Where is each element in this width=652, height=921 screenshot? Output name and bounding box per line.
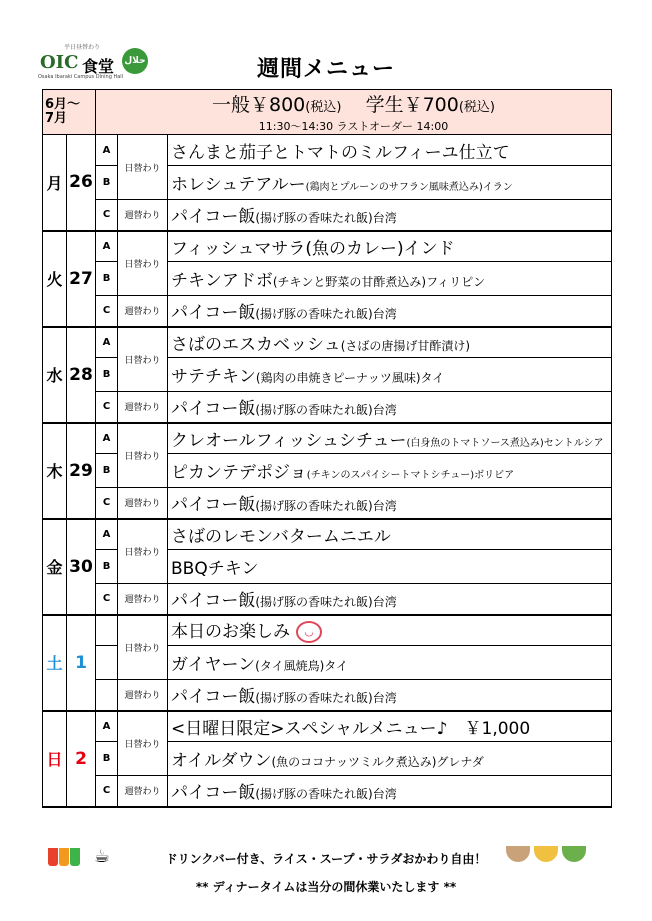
dish-description: (魚のココナッツミルク煮込み)グレナダ: [271, 755, 484, 769]
weekly-label: 週替わり: [118, 488, 168, 519]
logo-subtext: 平日昼替わり: [64, 44, 101, 51]
option-letter: A: [96, 135, 118, 166]
option-letter: C: [96, 200, 118, 231]
menu-row: [43, 488, 612, 519]
dish-description: (鶏肉の串焼きピーナッツ風味)タイ: [255, 371, 445, 385]
dish-name: [168, 296, 612, 327]
option-letter: [96, 646, 118, 680]
dish-main: パイコー飯: [171, 495, 256, 516]
dinner-closed-notice: ** ディナータイムは当分の間休業いたします **: [195, 880, 457, 894]
dish-name: [168, 262, 612, 296]
smiley-icon: ◡: [296, 621, 322, 643]
price-header: 一般￥800(税込) 学生￥700(税込) 11:30～14:30 ラストオーダー 14:00: [96, 90, 612, 135]
dish-description: (チキンのスパイシートマトシチュー)ボリビア: [306, 470, 515, 481]
dish-name: [168, 615, 612, 646]
weekly-label: 週替わり: [118, 200, 168, 231]
dish-name: [168, 584, 612, 615]
daily-label: 日替わり: [118, 231, 168, 296]
dish-main: ガイヤーン: [171, 655, 256, 675]
halal-icon: حلال: [122, 48, 148, 74]
menu-row: [43, 711, 612, 742]
dish-name: [168, 392, 612, 423]
food-bowls-icon: [506, 846, 590, 866]
weekday-label: 日: [43, 711, 67, 807]
dish-description: (揚げ豚の香味たれ飯)台湾: [255, 691, 397, 706]
daily-label: 日替わり: [118, 327, 168, 392]
dish-main: <日曜日限定>スペシャルメニュー♪ ￥1,000: [171, 718, 531, 739]
business-hours: 11:30～14:30 ラストオーダー 14:00: [258, 120, 449, 133]
option-letter: B: [96, 742, 118, 776]
option-letter: A: [96, 327, 118, 358]
dish-name: [168, 742, 612, 776]
date-range: 6月～ 7月: [43, 90, 96, 135]
option-letter: C: [96, 392, 118, 423]
dish-main: パイコー飯: [171, 399, 256, 420]
dish-main: パイコー飯: [171, 591, 256, 612]
dish-description: (揚げ豚の香味たれ飯)台湾: [255, 499, 397, 514]
option-letter: B: [96, 262, 118, 296]
dish-main: さばのエスカベッシュ: [171, 334, 341, 355]
dish-main: ホレシュテアルー: [171, 175, 306, 195]
option-letter: C: [96, 584, 118, 615]
option-letter: C: [96, 296, 118, 327]
dish-description: (揚げ豚の香味たれ飯)台湾: [255, 403, 397, 418]
logo-oic: OIC: [40, 52, 79, 73]
date-number: 27: [67, 231, 96, 327]
dish-name: [168, 711, 612, 742]
dish-main: BBQチキン: [171, 559, 259, 579]
option-letter: B: [96, 358, 118, 392]
weekday-label: 火: [43, 231, 67, 327]
date-number: 28: [67, 327, 96, 423]
price-general: 一般￥800: [212, 94, 306, 116]
option-letter: [96, 615, 118, 646]
dish-description: (鶏肉とプルーンのサフラン風味煮込み)イラン: [305, 182, 513, 193]
dish-name: [168, 200, 612, 231]
dish-name: [168, 519, 612, 550]
date-number: 1: [67, 615, 96, 711]
option-letter: B: [96, 454, 118, 488]
dish-main: パイコー飯: [171, 783, 256, 804]
dish-name: [168, 135, 612, 166]
date-number: 29: [67, 423, 96, 519]
menu-row: [43, 296, 612, 327]
dish-main: パイコー飯: [171, 303, 256, 324]
weekly-label: 週替わり: [118, 680, 168, 711]
weekly-label: 週替わり: [118, 296, 168, 327]
option-letter: A: [96, 231, 118, 262]
option-letter: C: [96, 488, 118, 519]
option-letter: B: [96, 166, 118, 200]
option-letter: B: [96, 550, 118, 584]
dish-name: [168, 166, 612, 200]
dish-main: さんまと茄子とトマトのミルフィーユ仕立て: [171, 142, 510, 163]
dish-description: (揚げ豚の香味たれ飯)台湾: [255, 787, 397, 802]
daily-label: 日替わり: [118, 423, 168, 488]
weekday-label: 木: [43, 423, 67, 519]
menu-row: [43, 231, 612, 262]
menu-row: [43, 519, 612, 550]
dish-name: [168, 231, 612, 262]
dish-description: (白身魚のトマトソース煮込み)セントルシア: [406, 437, 604, 449]
menu-row: [43, 200, 612, 231]
dish-name: [168, 680, 612, 711]
dish-description: (チキンと野菜の甘酢煮込み)フィリピン: [272, 275, 486, 289]
dish-main: さばのレモンバタームニエル: [171, 526, 391, 547]
logo-shokudo: 食堂: [82, 57, 115, 76]
option-letter: A: [96, 519, 118, 550]
logo-tagline: Osaka Ibaraki Campus Dining Hall: [38, 74, 124, 80]
dish-main: 本日のお楽しみ: [171, 622, 291, 643]
dish-name: [168, 423, 612, 454]
dish-main: パイコー飯: [171, 687, 256, 708]
dish-description: (揚げ豚の香味たれ飯)台湾: [255, 595, 397, 610]
weekday-label: 水: [43, 327, 67, 423]
dish-main: チキンアドボ: [171, 271, 273, 291]
dish-name: [168, 488, 612, 519]
date-number: 30: [67, 519, 96, 615]
dish-description: (揚げ豚の香味たれ飯)台湾: [255, 211, 397, 226]
date-number: 2: [67, 711, 96, 807]
menu-row: [43, 776, 612, 807]
daily-label: 日替わり: [118, 711, 168, 776]
dish-description: (揚げ豚の香味たれ飯)台湾: [255, 307, 397, 322]
dish-description: (タイ風焼鳥)タイ: [255, 659, 349, 673]
dish-name: [168, 327, 612, 358]
dish-name: [168, 776, 612, 807]
menu-row: [43, 680, 612, 711]
daily-label: 日替わり: [118, 519, 168, 584]
dish-name: [168, 358, 612, 392]
weekly-label: 週替わり: [118, 392, 168, 423]
daily-label: 日替わり: [118, 615, 168, 680]
dish-name: [168, 646, 612, 680]
page-title: 週間メニュー: [256, 57, 395, 82]
menu-row: [43, 135, 612, 166]
menu-row: [43, 615, 612, 646]
weekly-menu-table: [42, 89, 612, 808]
option-letter: [96, 680, 118, 711]
menu-row: [43, 327, 612, 358]
dish-main: フィッシュマサラ(魚のカレー)インド: [171, 238, 455, 259]
weekly-label: 週替わり: [118, 776, 168, 807]
date-number: 26: [67, 135, 96, 231]
footer-notice: ドリンクバー付き、ライス・スープ・サラダおかわり自由！: [165, 852, 487, 866]
coffee-cup-icon: ☕: [94, 846, 111, 867]
weekday-label: 金: [43, 519, 67, 615]
dish-name: [168, 454, 612, 488]
weekday-label: 月: [43, 135, 67, 231]
dish-description: (さばの唐揚げ甘酢漬け): [340, 338, 471, 353]
dish-name: [168, 550, 612, 584]
dish-main: ピカンテデポジョ: [171, 463, 307, 483]
menu-row: [43, 392, 612, 423]
dish-main: オイルダウン: [171, 751, 272, 771]
menu-row: [43, 584, 612, 615]
dish-main: クレオールフィッシュシチュー: [171, 430, 407, 451]
option-letter: A: [96, 423, 118, 454]
option-letter: C: [96, 776, 118, 807]
option-letter: A: [96, 711, 118, 742]
weekly-label: 週替わり: [118, 584, 168, 615]
dish-main: パイコー飯: [171, 207, 256, 228]
price-student: 学生￥700: [365, 94, 459, 116]
weekday-label: 土: [43, 615, 67, 711]
daily-label: 日替わり: [118, 135, 168, 200]
dish-main: サテチキン: [171, 367, 256, 387]
menu-row: [43, 423, 612, 454]
